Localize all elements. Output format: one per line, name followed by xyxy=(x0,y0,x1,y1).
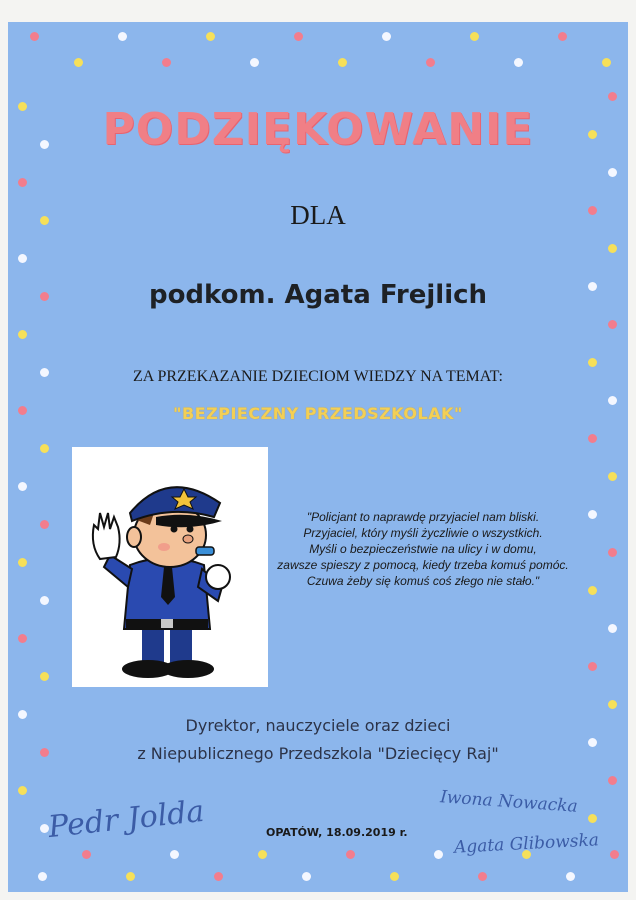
for-label: DLA xyxy=(290,200,346,230)
confetti-dot xyxy=(30,32,39,41)
confetti-dot xyxy=(470,32,479,41)
confetti-dot xyxy=(294,32,303,41)
recipient-name: podkom. Agata Frejlich xyxy=(148,280,488,310)
confetti-dot xyxy=(214,872,223,881)
signature-left: Pedr Jolda xyxy=(46,793,206,846)
confetti-dot xyxy=(18,330,27,339)
confetti-dot xyxy=(346,850,355,859)
confetti-dot xyxy=(434,850,443,859)
poem-line: "Policjant to naprawdę przyjaciel nam bliski. xyxy=(306,510,540,524)
sender-line-1: Dyrektor, nauczyciele oraz dzieci xyxy=(185,716,451,735)
confetti-dot xyxy=(40,596,49,605)
confetti-dot xyxy=(40,520,49,529)
confetti-dot xyxy=(426,58,435,67)
confetti-dot xyxy=(302,872,311,881)
police-officer-icon xyxy=(72,447,268,687)
confetti-dot xyxy=(602,58,611,67)
confetti-dot xyxy=(338,58,347,67)
police-officer-illustration xyxy=(72,447,268,687)
confetti-dot xyxy=(382,32,391,41)
confetti-dot xyxy=(608,320,617,329)
confetti-dot xyxy=(18,254,27,263)
poem-text xyxy=(263,509,583,589)
confetti-dot xyxy=(588,434,597,443)
confetti-dot xyxy=(126,872,135,881)
confetti-dot xyxy=(558,32,567,41)
confetti-dot xyxy=(588,814,597,823)
confetti-dot xyxy=(40,672,49,681)
poem-line: Przyjaciel, który myśli życzliwie o wszystkich. xyxy=(303,526,543,540)
confetti-dot xyxy=(18,786,27,795)
confetti-dot xyxy=(18,178,27,187)
date-place: OPATÓW, 18.09.2019 r. xyxy=(266,826,408,839)
confetti-dot xyxy=(18,634,27,643)
confetti-dot xyxy=(38,872,47,881)
sender-line-2: z Niepublicznego Przedszkola "Dziecięcy Raj" xyxy=(137,744,499,763)
confetti-dot xyxy=(608,472,617,481)
confetti-dot xyxy=(514,58,523,67)
confetti-dot xyxy=(588,510,597,519)
confetti-dot xyxy=(608,168,617,177)
poem-line: Czuwa żeby się komuś coś złego nie stało." xyxy=(306,574,540,588)
confetti-dot xyxy=(608,776,617,785)
confetti-dot xyxy=(170,850,179,859)
signature-right-1: Iwona Nowacka xyxy=(439,787,579,817)
topic-title: "BEZPIECZNY PRZEDSZKOLAK" xyxy=(173,404,463,423)
confetti-dot xyxy=(18,558,27,567)
sender-block xyxy=(8,712,628,768)
confetti-dot xyxy=(118,32,127,41)
certificate-title: PODZIĘKOWANIE xyxy=(102,104,534,155)
confetti-dot xyxy=(588,586,597,595)
confetti-dot xyxy=(82,850,91,859)
confetti-dot xyxy=(588,662,597,671)
poem-line: zawsze spieszy z pomocą, kiedy trzeba komuś pomóc. xyxy=(277,558,569,572)
confetti-dot xyxy=(588,358,597,367)
signature-right-2: Agata Glibowska xyxy=(453,830,600,858)
confetti-dot xyxy=(610,850,619,859)
confetti-dot xyxy=(566,872,575,881)
confetti-dot xyxy=(390,872,399,881)
confetti-dot xyxy=(206,32,215,41)
poem-line: Myśli o bezpieczeństwie na ulicy i w domu, xyxy=(309,542,537,556)
confetti-dot xyxy=(608,624,617,633)
confetti-dot xyxy=(608,548,617,557)
confetti-dot xyxy=(250,58,259,67)
topic-label: ZA PRZEKAZANIE DZIECIOM WIEDZY NA TEMAT: xyxy=(133,368,503,385)
confetti-dot xyxy=(608,244,617,253)
certificate-sheet xyxy=(8,22,628,892)
confetti-dot xyxy=(162,58,171,67)
confetti-dot xyxy=(478,872,487,881)
confetti-dot xyxy=(18,482,27,491)
confetti-dot xyxy=(608,700,617,709)
confetti-dot xyxy=(608,92,617,101)
confetti-dot xyxy=(258,850,267,859)
confetti-dot xyxy=(40,444,49,453)
confetti-dot xyxy=(74,58,83,67)
